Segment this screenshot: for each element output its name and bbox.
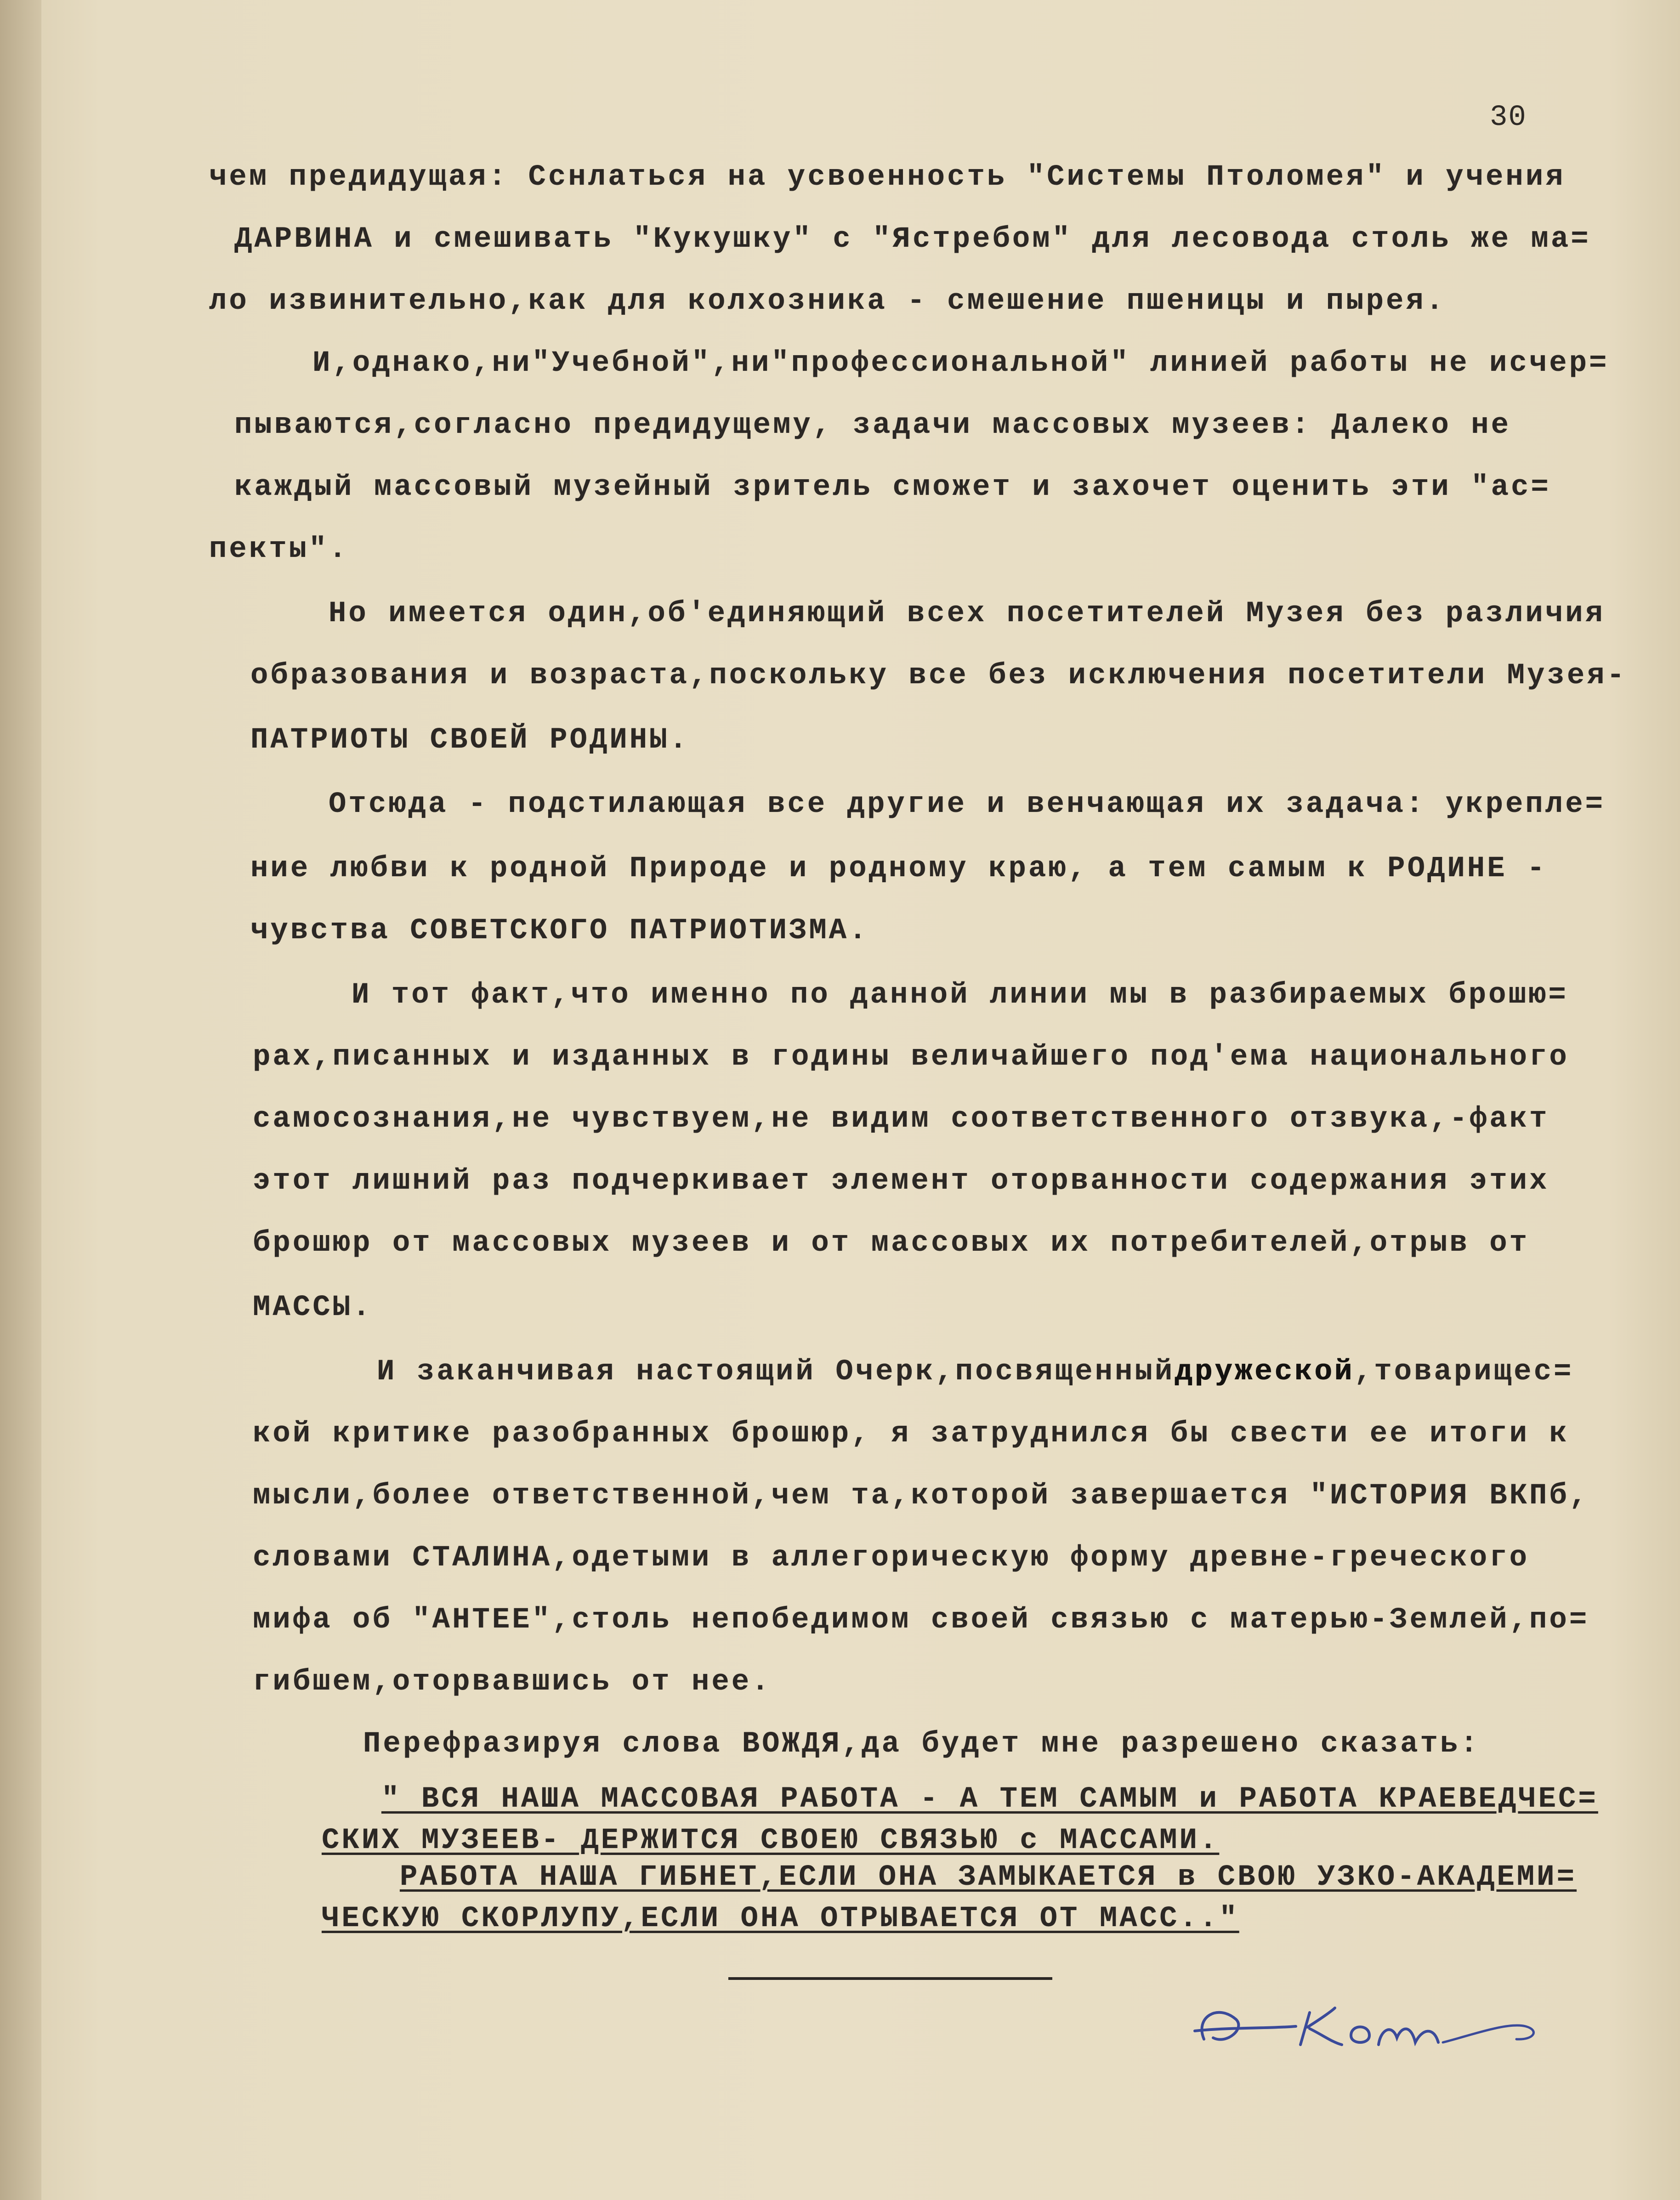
bold-word: дружеской: [1175, 1355, 1354, 1389]
text-line: ДАРВИНА и смешивать "Кукушку" с "Ястребом" для лесовода столь же ма=: [234, 223, 1591, 256]
text-line: образования и возраста,поскольку все без исключения посетители Музея-: [250, 659, 1627, 692]
text-line: кой критике разобранных брошюр, я затруднился бы свести ее итоги к: [253, 1418, 1569, 1451]
text-line: пываются,согласно предидущему, задачи массовых музеев: Далеко не: [234, 409, 1511, 442]
text-line: каждый массовый музейный зритель сможет и захочет оценить эти "ас=: [234, 471, 1551, 504]
text-line: мифа об "АНТЕЕ",столь непобедимом своей связью с матерью-Землей,по=: [253, 1604, 1589, 1637]
text-line: Но имеется один,об'единяющий всех посетителей Музея без различия: [329, 597, 1605, 630]
text-line: ПАТРИОТЫ СВОЕЙ РОДИНЫ.: [250, 724, 689, 757]
text-line: мысли,более ответственной,чем та,которой завершается "ИСТОРИЯ ВКПб,: [253, 1480, 1589, 1513]
text-line: самосознания,не чувствуем,не видим соответственного отзвука,-факт: [253, 1103, 1549, 1136]
binding-edge: [0, 0, 41, 2200]
quote-line: РАБОТА НАША ГИБНЕТ,ЕСЛИ ОНА ЗАМЫКАЕТСЯ в СВОЮ УЗКО-АКАДЕМИ=: [400, 1861, 1577, 1894]
text-line: МАССЫ.: [253, 1291, 373, 1324]
text-line: Перефразируя слова ВОЖДЯ,да будет мне разрешено сказать:: [363, 1728, 1480, 1761]
text-line: рах,писанных и изданных в годины величайшего под'ема национального: [253, 1041, 1569, 1074]
quote-line: ЧЕСКУЮ СКОРЛУПУ,ЕСЛИ ОНА ОТРЫВАЕТСЯ ОТ МАСС..": [322, 1902, 1239, 1935]
text-line: чувства СОВЕТСКОГО ПАТРИОТИЗМА.: [250, 914, 869, 947]
quote-line: СКИХ МУЗЕЕВ- ДЕРЖИТСЯ СВОЕЮ СВЯЗЬЮ с МАССАМИ.: [322, 1824, 1220, 1857]
signature: [1176, 1985, 1553, 2058]
page-number: 30: [1490, 101, 1527, 134]
text-line: ние любви к родной Природе и родному краю, а тем самым к РОДИНЕ -: [250, 852, 1547, 885]
text-line: брошюр от массовых музеев и от массовых их потребителей,отрыв от: [253, 1227, 1529, 1260]
text-segment: И заканчивая настоящий Очерк,посвященный: [377, 1355, 1175, 1389]
text-line: гибшем,оторвавшись от нее.: [253, 1666, 772, 1699]
text-line: [377, 1355, 1573, 1389]
text-segment: ,товарищес=: [1354, 1355, 1574, 1389]
text-line: И,однако,ни"Учебной",ни"профессиональной" линией работы не исчер=: [312, 347, 1609, 380]
text-line: пекты".: [209, 533, 349, 566]
text-line: ло извинительно,как для колхозника - смешение пшеницы и пырея.: [209, 285, 1446, 318]
quote-line: " ВСЯ НАША МАССОВАЯ РАБОТА - А ТЕМ САМЫМ и РАБОТА КРАЕВЕДЧЕС=: [381, 1783, 1598, 1816]
text-line: И тот факт,что именно по данной линии мы в разбираемых брошю=: [352, 979, 1568, 1012]
text-line: чем предидущая: Сснлаться на усвоенность "Системы Птоломея" и учения: [209, 161, 1566, 194]
text-line: этот лишний раз подчеркивает элемент оторванности содержания этих: [253, 1165, 1549, 1198]
text-line: словами СТАЛИНА,одетыми в аллегорическую форму древне-греческого: [253, 1542, 1529, 1575]
text-line: Отсюда - подстилающая все другие и венчающая их задача: укрепле=: [329, 788, 1605, 821]
closing-rule: [728, 1977, 1052, 1980]
